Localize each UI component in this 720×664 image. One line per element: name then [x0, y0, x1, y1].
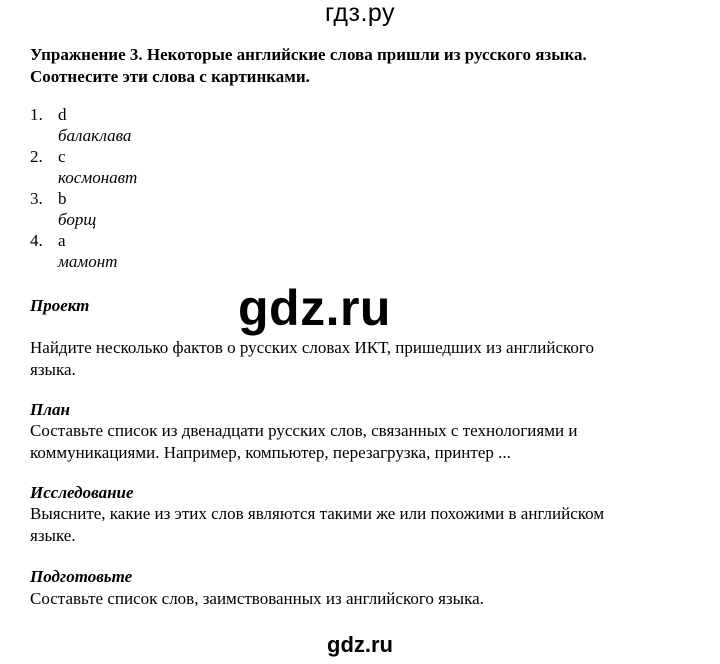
project-text [30, 337, 690, 381]
project-text-line-2: языка. [30, 360, 76, 379]
footer-watermark: gdz.ru [327, 632, 393, 657]
answer-letter: b [58, 189, 67, 208]
answer-word: борщ [58, 210, 97, 229]
project-text-line-1: Найдите несколько фактов о русских словах ИКТ, пришедших из английского [30, 338, 594, 357]
site-header-logo: гдз.ру [324, 0, 396, 27]
plan-text [30, 420, 690, 464]
plan-text-line-1: Составьте список из двенадцати русских слов, связанных с технологиями и [30, 421, 578, 440]
answer-number: 2. [30, 147, 43, 166]
answer-number: 4. [30, 231, 43, 250]
answer-letter: c [58, 147, 66, 166]
project-heading: Проект [30, 296, 90, 315]
answer-letter: d [58, 105, 67, 124]
prepare-heading: Подготовьте [30, 567, 133, 586]
answer-number: 1. [30, 105, 43, 124]
research-heading: Исследование [30, 483, 134, 502]
answer-number: 3. [30, 189, 43, 208]
answer-word: космонавт [58, 168, 138, 187]
research-text [30, 503, 690, 547]
answer-word: балаклава [58, 126, 132, 145]
prepare-text [30, 588, 690, 610]
answer-word: мамонт [58, 252, 118, 271]
research-text-line-1: Выясните, какие из этих слов являются такими же или похожими в английском [30, 504, 605, 523]
plan-text-line-2: коммуникациями. Например, компьютер, перезагрузка, принтер ... [30, 443, 511, 462]
exercise-title-line-1: Упражнение 3. Некоторые английские слова пришли из русского языка. [30, 45, 587, 64]
answer-letter: a [58, 231, 66, 250]
plan-heading: План [30, 400, 70, 419]
prepare-text-line-1: Составьте список слов, заимствованных из английского языка. [30, 589, 484, 608]
research-text-line-2: языке. [30, 526, 76, 545]
exercise-title-line-2: Соотнесите эти слова с картинками. [30, 67, 310, 86]
exercise-title [30, 44, 690, 88]
watermark: gdz.ru [238, 280, 391, 336]
